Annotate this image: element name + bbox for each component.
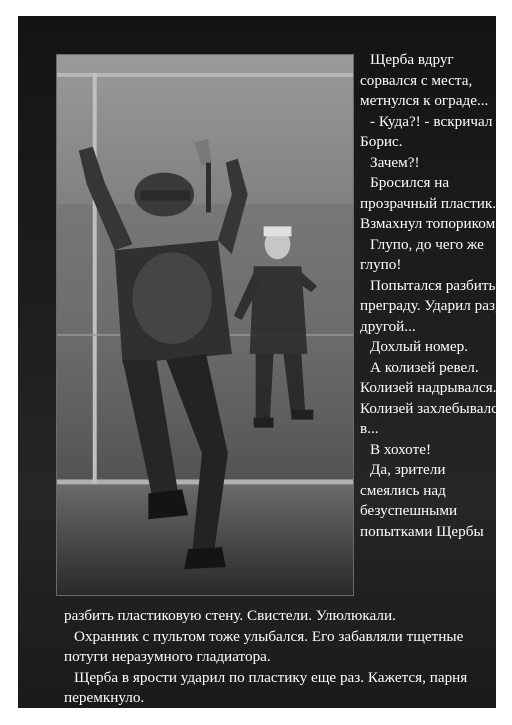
paragraph: Бросился на прозрачный пластик. Взмахнул топориком... — [360, 174, 507, 232]
paragraph: Дохлый номер. — [370, 338, 469, 355]
paragraph: разбить пластиковую стену. Свистели. Улюлюкали. — [64, 607, 396, 624]
gladiator-illustration — [57, 55, 353, 595]
paragraph: В хохоте! — [370, 440, 432, 458]
illustration — [56, 54, 354, 596]
paragraph: Попытался разбить преграду. Ударил раз, другой... — [360, 276, 499, 335]
paragraph: - Куда?! - вскричал Борис. — [360, 112, 493, 150]
paragraph: Щерба в ярости ударил по пластику еще раз. Кажется, парня перемкнуло. — [64, 668, 468, 706]
paragraph: Да, зрители смеялись над безуспешными попытками Щербы — [360, 461, 484, 540]
paragraph: Щерба вдруг сорвался с места, метнулся к ограде... — [360, 51, 489, 109]
paragraph: Охранник с пультом тоже улыбался. Его забавляли тщетные потуги неразумного гладиатора. — [64, 627, 464, 665]
paragraph: Зачем?! — [370, 153, 420, 171]
page — [18, 16, 507, 708]
text-bottom — [64, 606, 504, 709]
paragraph: А колизей ревел. Колизей надрывался. Колизей захлебывался в... — [360, 358, 505, 437]
paragraph: Глупо, до чего же глупо! — [360, 235, 484, 273]
text-column — [360, 50, 508, 542]
